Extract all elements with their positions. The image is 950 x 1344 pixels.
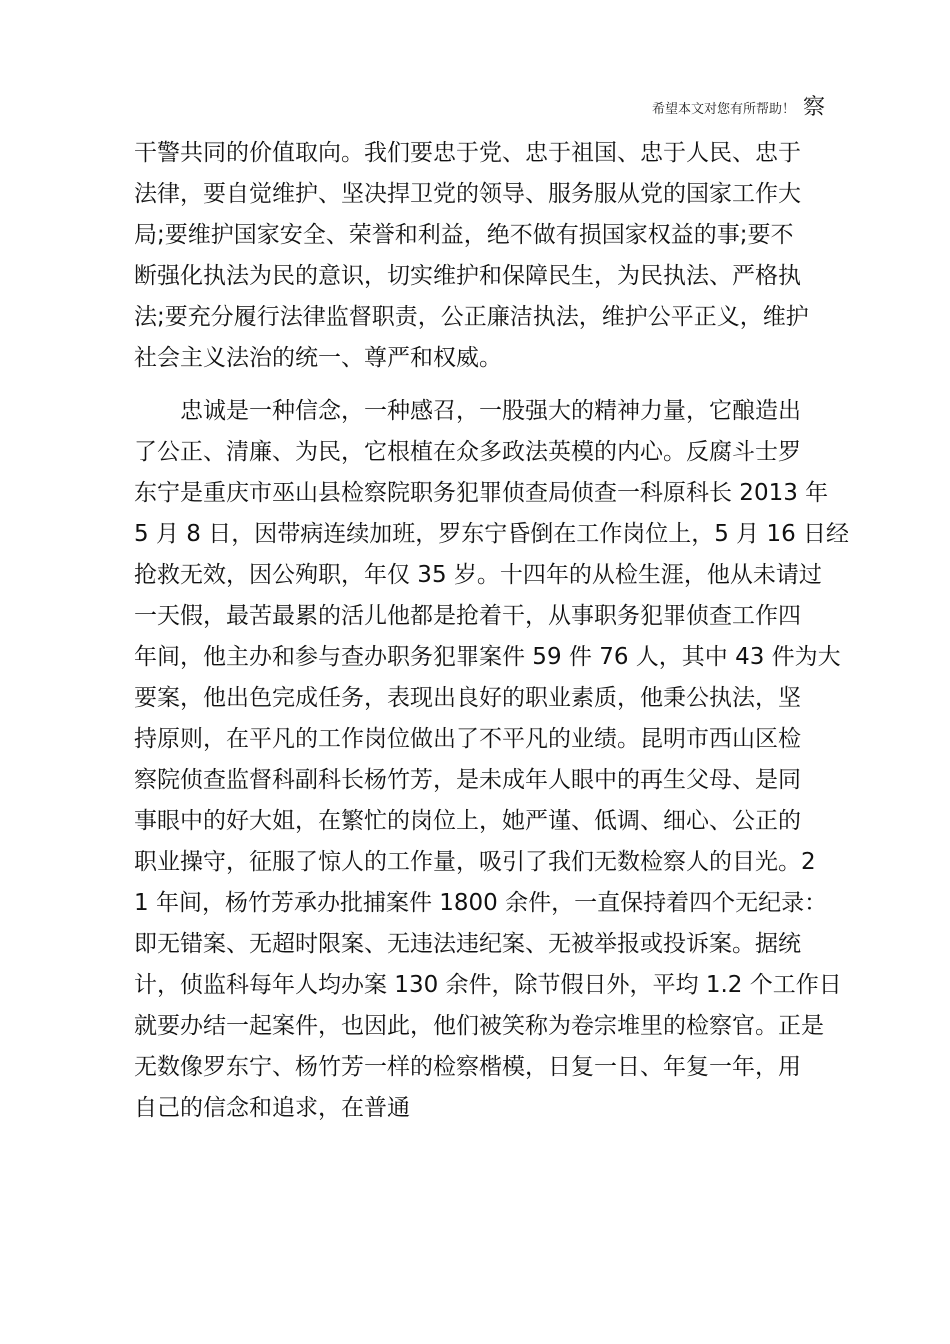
paragraph-line: 法律，要自觉维护、坚决捍卫党的领导、服务服从党的国家工作大: [134, 181, 801, 207]
paragraph-line: 了公正、清廉、为民，它根植在众多政法英模的内心。反腐斗士罗: [134, 439, 801, 465]
paragraph-line: 事眼中的好大姐，在繁忙的岗位上，她严谨、低调、细心、公正的: [134, 808, 801, 834]
paragraph-line: 法;要充分履行法律监督职责，公正廉洁执法，维护公平正义，维护: [134, 304, 809, 330]
paragraph-line: 无数像罗东宁、杨竹芳一样的检察楷模，日复一日、年复一年，用: [134, 1054, 801, 1080]
paragraph-line: 察院侦查监督科副科长杨竹芳，是未成年人眼中的再生父母、是同: [134, 767, 801, 793]
paragraph-line: 一天假，最苦最累的活儿他都是抢着干，从事职务犯罪侦查工作四: [134, 603, 801, 629]
paragraph-line: 断强化执法为民的意识，切实维护和保障民生，为民执法、严格执: [134, 263, 801, 289]
paragraph-line: 忠诚是一种信念，一种感召，一股强大的精神力量，它酿造出: [134, 398, 801, 424]
paragraph-line: 要案，他出色完成任务，表现出良好的职业素质，他秉公执法，坚: [134, 685, 801, 711]
paragraph-line: 即无错案、无超时限案、无违法违纪案、无被举报或投诉案。据统: [134, 931, 801, 957]
paragraph-line: 干警共同的价值取向。我们要忠于党、忠于祖国、忠于人民、忠于: [134, 140, 801, 166]
paragraph-line: 自己的信念和追求，在普通: [134, 1095, 410, 1121]
paragraph-line: 5 月 8 日，因带病连续加班，罗东宁昏倒在工作岗位上，5 月 16 日经: [134, 521, 850, 547]
paragraph-line: 抢救无效，因公殉职，年仅 35 岁。十四年的从检生涯，他从未请过: [134, 562, 822, 588]
paragraph-line: 持原则，在平凡的工作岗位做出了不平凡的业绩。昆明市西山区检: [134, 726, 801, 752]
paragraph-line: 计，侦监科每年人均办案 130 余件，除节假日外，平均 1.2 个工作日: [134, 972, 842, 998]
paragraph-1: [134, 133, 834, 379]
paragraph-line: 就要办结一起案件，也因此，他们被笑称为卷宗堆里的检察官。正是: [134, 1013, 824, 1039]
header-glyph: 察: [803, 95, 826, 120]
paragraph-line: 年间，他主办和参与查办职务犯罪案件 59 件 76 人，其中 43 件为大: [134, 644, 841, 670]
paragraph-line: 局;要维护国家安全、荣誉和利益，绝不做有损国家权益的事;要不: [134, 222, 794, 248]
header-note: 希望本文对您有所帮助！: [652, 102, 796, 117]
paragraph-line: 职业操守，征服了惊人的工作量，吸引了我们无数检察人的目光。2: [134, 849, 816, 875]
paragraph-line: 1 年间，杨竹芳承办批捕案件 1800 余件，一直保持着四个无纪录：: [134, 890, 828, 916]
paragraph-line: 社会主义法治的统一、尊严和权威。: [134, 345, 502, 371]
paragraph-line: 东宁是重庆市巫山县检察院职务犯罪侦查局侦查一科原科长 2013 年: [134, 480, 829, 506]
paragraph-2: [134, 391, 850, 1129]
